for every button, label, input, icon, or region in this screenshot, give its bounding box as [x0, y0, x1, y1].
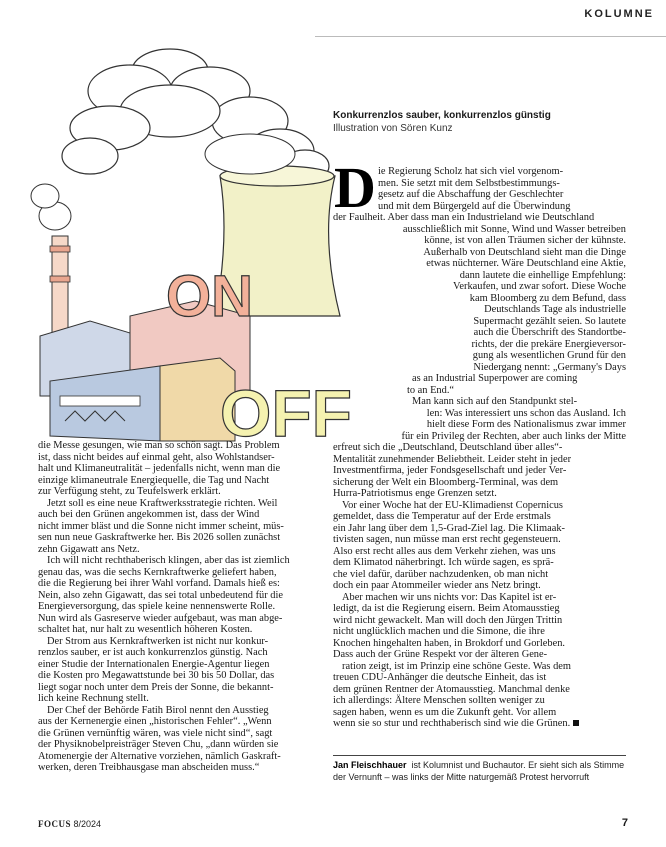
article-line: einzige klimaneutrale Energiequelle, die Tag und Nacht: [38, 474, 270, 486]
article-line: len: Was interessiert uns schon das Ausland. Ich: [426, 407, 626, 419]
article-line: halt und Klimaneutralität – jedenfalls nicht, wenn man die: [38, 463, 281, 474]
article-line: sen nun neue Gaskraftwerke her. Bis 2026 sollen zunächst: [38, 532, 281, 543]
article-line: kam Bloomberg zu dem Befund, dass: [469, 292, 626, 304]
article-line: sagen haben, wenn es um die Zukunft geht. Vor allem: [333, 706, 557, 718]
illustration-caption-title: Konkurrenzlos sauber, konkurrenzlos günstig: [333, 110, 551, 121]
article-line: die Grünen vernünftig wären, was viele nicht sind“, sagt: [38, 727, 273, 739]
article-line: Investmentfirma, jeder Fondsgesellschaft und jeder Ver-: [333, 465, 567, 476]
article-line: hielt diese Form des Nationalismus zwar immer: [426, 419, 626, 430]
article-line: etwas nüchterner. Wäre Deutschland eine Aktie,: [426, 258, 626, 269]
article-line: auch bei den Grünen angekommen ist, dass der Wind: [38, 509, 260, 520]
article-line: werken, deren Treibhausgase man abscheiden muss.“: [38, 762, 260, 773]
article-line: Energieversorgung, das spiele keine nennenswerte Rolle.: [38, 601, 276, 612]
article-line: ledigt, da ist die Regierung eisern. Beim Atomausstieg: [333, 603, 560, 614]
article-line: schaltet hat, nur halt zu wesentlich höheren Kosten.: [38, 624, 253, 635]
article-line: Dass auch der Grüne Respekt vor der älteren Gene-: [333, 649, 548, 660]
article-line: Aber machen wir uns nichts vor: Das Kapitel ist er-: [342, 591, 557, 603]
article-line: Deutschlands Tage als industrielle: [484, 304, 626, 315]
article-line: Der Strom aus Kernkraftwerken ist nicht nur konkur-: [47, 635, 269, 647]
article-line: dem Klimatod näherbringt. Ich würde sagen, es sprä-: [333, 557, 554, 568]
author-divider: [333, 755, 626, 756]
article-line: treuen CDU-Anhänger die deutsche Einheit, das ist: [333, 672, 547, 683]
article-line: nicht immer bläst und die Sonne nicht immer scheint, müs-: [38, 520, 284, 532]
author-name: Jan Fleischhauer: [333, 760, 407, 770]
article-line: ich allerdings: Ältere Menschen sollten weniger zu: [333, 695, 545, 706]
article-line: Nein, also zehn Gigawatt, das sei total unbedeutend für die: [38, 589, 283, 601]
article-line: as an Industrial Superpower are coming: [412, 373, 578, 384]
article-line: Niedergang nennt: „Germany's Days: [473, 361, 626, 373]
page-number: 7: [621, 817, 628, 829]
article-line: ie Regierung Scholz hat sich viel vorgenom-: [378, 166, 564, 177]
article-line: Außerhalb von Deutschland sieht man die Dinge: [423, 246, 626, 258]
article-line: tivisten sagen, nun müsse man erst recht gegensteuern.: [333, 534, 561, 545]
article-line: Man kann sich auf den Standpunkt stel-: [412, 396, 578, 407]
magazine-name: FOCUS: [38, 819, 72, 829]
article-line: Supermacht gezählt seien. So lautete: [473, 315, 626, 327]
article-line: zur Verfügung steht, zu Teufelswerk erklärt.: [38, 486, 221, 497]
illustration-credit: Illustration von Sören Kunz: [333, 123, 453, 134]
article-line: Mentalität zunehmender Beliebtheit. Leider steht in jeder: [333, 453, 572, 465]
article-line: ausschließlich mit Sonne, Wind und Wasser betreiben: [402, 223, 626, 235]
article-line: Also erst recht alles aus dem Verkehr ziehen, was uns: [333, 545, 556, 557]
article-line: Vor einer Woche hat der EU-Klimadienst Copernicus: [342, 499, 563, 511]
article-line: ration zeigt, ist im Prinzip eine schöne Geste. Was dem: [342, 660, 571, 672]
article-line: gesetz auf die Abschaffung der Geschlechter: [378, 189, 564, 200]
article-line: Der Chef der Behörde Fatih Birol nennt den Ausstieg: [47, 704, 269, 716]
article-line: lich keine Rechnung stellt.: [38, 693, 149, 704]
article-line: die die Regierung bei ihrer Wahl vorfand. Damals hieß es:: [38, 578, 280, 589]
issue-number: 8/2024: [73, 819, 102, 829]
article-line: doch ein paar Atommeiler wieder ans Netz bringt.: [333, 580, 541, 591]
article-line: sicherung der Welt ein Bloomberg-Terminal, was dem: [333, 476, 559, 488]
section-rubric: KOLUMNE: [584, 8, 654, 20]
article-line: richts, der die prekäre Energieversor-: [471, 338, 626, 350]
article-line: könne, ist von allen Träumen sicher der kühnste.: [424, 235, 626, 246]
article-line: die Kosten pro Megawattstunde bei 30 bis 50 Dollar, das: [38, 670, 275, 681]
article-line: der Physiknobelpreisträger Steven Chu, „dann würden sie: [38, 739, 279, 750]
end-mark-icon: [573, 720, 579, 726]
drop-cap: D: [334, 155, 376, 220]
article-line: Atomenergie der Alternative vorziehen, nämlich Gaskraft-: [38, 750, 281, 762]
article-line: einer Studie der Internationalen Energie-Agentur liegen: [38, 658, 270, 670]
article-line: Nun wird als Gasreserve wieder aufgebaut, was man abge-: [38, 612, 283, 624]
power-plant-illustration: [20, 36, 376, 446]
article-line: erfreut sich die „Deutschland, Deutschland über alles“-: [333, 442, 563, 453]
article-line: genau das, was die sechs Kernkraftwerke geliefert haben,: [38, 566, 277, 578]
article-line: renzlos sauber, er ist auch konkurrenzlos günstig. Nach: [38, 647, 268, 658]
article-line: ist, dass nicht beides auf einmal geht, also Wohlstandser-: [38, 451, 275, 463]
article-line: to an End.“: [407, 384, 455, 396]
on-label: ON: [166, 264, 253, 329]
author-box: [333, 760, 633, 783]
article-line: wird nicht gewackelt. Man will doch den Jürgen Trittin: [333, 614, 563, 626]
article-line: der Faulheit. Aber dass man ein Industrieland wie Deutschland: [333, 212, 595, 223]
article-line: Knochen hingehalten haben, in Brokdorf und Gorleben.: [333, 637, 565, 649]
article-line: nicht unglücklich machen und die Simone, die ihre: [333, 626, 545, 637]
article-line: dem grünen Rentner der Atomausstieg. Manchmal denke: [333, 683, 570, 695]
article-line: dann lautete die einhellige Empfehlung:: [459, 269, 626, 281]
article-line: für ein Privileg der Rechten, aber auch links der Mitte: [401, 430, 626, 442]
article-line: Verkaufen, und zwar sofort. Diese Woche: [453, 281, 626, 292]
author-bio-line1: ist Kolumnist und Buchautor. Er sieht sich als Stimme: [411, 760, 625, 770]
article-line: liegt sogar noch unter dem Preis der Sonne, die bekannt-: [38, 681, 274, 693]
article-line: gung als wesentlichen Grund für den: [472, 350, 626, 361]
article-line: und mit dem Bürgergeld auf die Überwindung: [378, 200, 571, 212]
article-line: die Messe gesungen, wie man so schön sagt. Das Problem: [38, 440, 280, 451]
off-label: OFF: [220, 376, 352, 446]
footer-issue: [38, 819, 101, 829]
article-line: zehn Gigawatt ans Netz.: [38, 543, 140, 555]
article-line: ein Jahr lang über dem 1,5-Grad-Ziel lag. Die Klimaak-: [333, 522, 565, 534]
article-line: aus der Kernenergie einen „historischen Fehler“. „Wenn: [38, 716, 272, 727]
author-bio-line2: der Vernunft – was links der Mitte naturgemäß Protest hervorruft: [333, 771, 590, 782]
article-line: Jetzt soll es eine neue Kraftwerksstrategie richten. Weil: [47, 497, 278, 509]
article-line: wenn sie so stur und rechthaberisch sind wie die Grünen.: [333, 718, 626, 729]
article-line: che viel dafür, darüber nachzudenken, ob man nicht: [333, 568, 549, 580]
article-line: men. Sie setzt mit dem Selbstbestimmungs-: [378, 177, 560, 189]
article-line: Ich will nicht rechthaberisch klingen, aber das ist ziemlich: [47, 555, 290, 566]
article-line: auch die Überschrift des Standortbe-: [473, 327, 626, 338]
article-line: Hurra-Patriotismus enge Grenzen setzt.: [333, 488, 497, 499]
article-line: gemeldet, dass die Temperatur auf der Erde erstmals: [333, 511, 551, 522]
